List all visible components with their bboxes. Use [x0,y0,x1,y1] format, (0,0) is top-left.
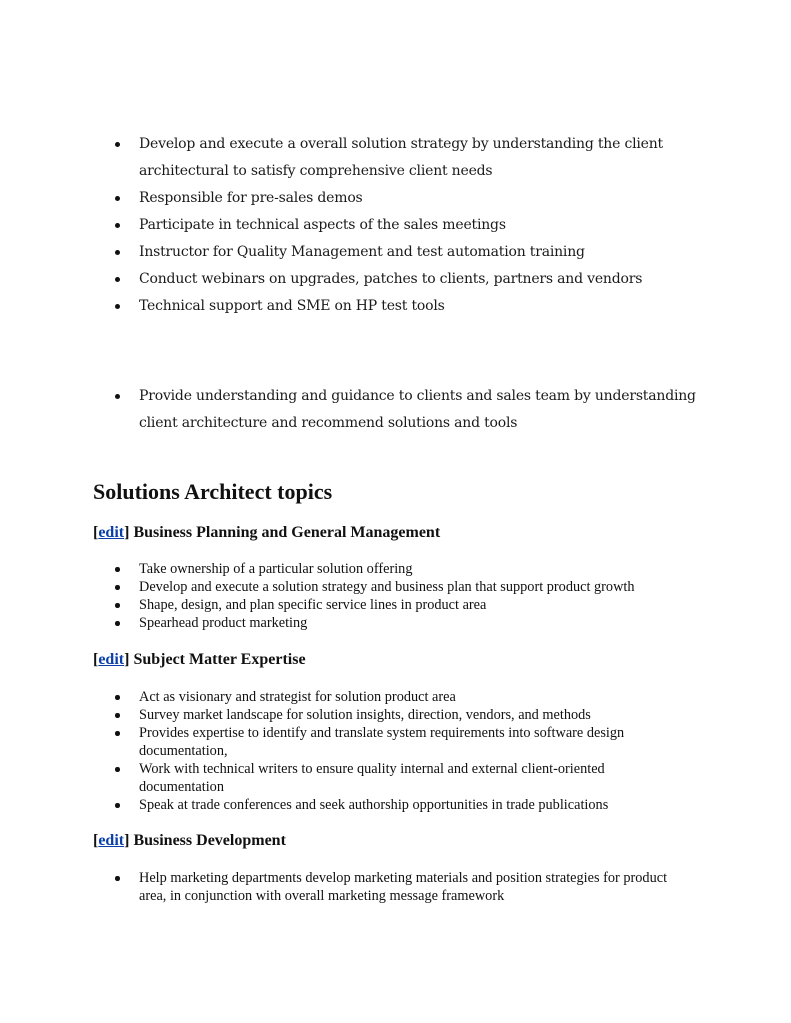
bullet-icon [115,567,120,572]
section-heading-business-development: [edit] Business Development [93,832,286,849]
list-item: Participate in technical aspects of the sales meetings [0,212,699,239]
bullet-icon [115,695,120,700]
list-item: Help marketing departments develop marketing materials and position strategies for product area, in conjunction with overall marketing message framework [0,869,679,905]
list-item: Take ownership of a particular solution offering [0,560,679,578]
section-title: Business Planning and General Management [133,524,441,541]
list-item: Provides expertise to identify and translate system requirements into software design documentation, [0,724,679,760]
section-heading-subject-matter: [edit] Subject Matter Expertise [93,651,306,668]
intro-bullet-list [0,131,699,320]
bullet-icon [115,621,120,626]
bullet-icon [115,394,120,399]
section-title: Subject Matter Expertise [133,651,306,668]
bullet-icon [115,767,120,772]
list-item: Conduct webinars on upgrades, patches to clients, partners and vendors [0,266,699,293]
edit-link[interactable]: edit [98,524,125,541]
section-title: Business Development [133,832,286,849]
bullet-icon [115,876,120,881]
list-item: Speak at trade conferences and seek authorship opportunities in trade publications [0,796,679,814]
list-item: Shape, design, and plan specific service lines in product area [0,596,679,614]
section-list-subject-matter [0,688,679,814]
bullet-icon [115,713,120,718]
list-item: Survey market landscape for solution insights, direction, vendors, and methods [0,706,679,724]
bullet-icon [115,585,120,590]
section-list-business-development [0,869,679,905]
list-item: Work with technical writers to ensure quality internal and external client-oriented documentation [0,760,679,796]
bullet-icon [115,223,120,228]
bullet-icon [115,803,120,808]
list-item: Act as visionary and strategist for solution product area [0,688,679,706]
bullet-icon [115,304,120,309]
edit-link[interactable]: edit [98,651,125,668]
section-list-business-planning [0,560,679,632]
intro-bullet-list-2 [0,383,699,437]
bullet-icon [115,196,120,201]
list-item: Responsible for pre-sales demos [0,185,699,212]
bullet-icon [115,603,120,608]
bullet-icon [115,250,120,255]
bullet-icon [115,142,120,147]
list-item: Instructor for Quality Management and test automation training [0,239,699,266]
section-heading-business-planning: [edit] Business Planning and General Management [93,524,441,541]
list-item: Spearhead product marketing [0,614,679,632]
bullet-icon [115,731,120,736]
list-item: Develop and execute a solution strategy and business plan that support product growth [0,578,679,596]
list-item: Technical support and SME on HP test tools [0,293,699,320]
bullet-icon [115,277,120,282]
page-title: Solutions Architect topics [93,479,333,504]
list-item: Provide understanding and guidance to clients and sales team by understanding client architecture and recommend solutions and tools [0,383,699,437]
list-item: Develop and execute a overall solution strategy by understanding the client architectural to satisfy comprehensive client needs [0,131,699,185]
edit-link[interactable]: edit [98,832,125,849]
